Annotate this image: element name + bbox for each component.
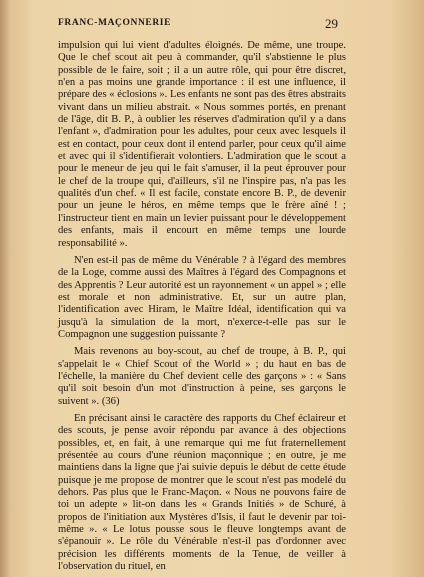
paragraph-1: impulsion qui lui vient d'adultes éloignés. De même, une troupe. Que le chef scout ait peu à commander, qu'il s'abstienne le plus possible de le faire, soit ; il a un autre rôle, qui pour être discret, n'en a pas moins une grande importance : il est une influence, il prépare des « éclosions ». Les enfants ne sont pas des êtres abstraits vivant dans un milieu abstrait. « Nous sommes portés, en prenant de l'âge, dit B. P., à oublier les réserves d'admiration qu'il y a dans l'enfant », d'admiration pour les adultes, pour ceux avec lesquels il est en contact, pour ceux dont il entend parler, pour ceux qu'il aime et avec qui il s'identifierait volontiers. L'admiration que le scout a pour le meneur de jeu qui le fait s'amuser, il la peut éprouver pour le chef de la troupe qui, d'ailleurs, s'il ne l'inspire pas, n'a pas les qualités d'un chef. « Il est facile, constate encore B. P., de devenir pour un jeune le héros, en même temps que le frère aîné ! ; l'instructeur tient en main un levier puissant pour le développement des enfants, mais il encourt en même temps une lourde responsabilité ». — [58, 40, 346, 249]
page-number: 29 — [325, 16, 338, 31]
body-text — [58, 40, 346, 573]
page-header — [58, 16, 338, 32]
paragraph-3: Mais revenons au boy-scout, au chef de troupe, à B. P., qui s'appelait le « Chief Scout of the World » ; du haut en bas de l'échelle, la manière du Chef devient celle des garçons » : « Sans qu'il soit besoin d'un mot d'instruction à peine, ses garçons le suivent ». (36) — [58, 346, 346, 407]
paragraph-4: En précisant ainsi le caractère des rapports du Chef éclaireur et des scouts, je pense avoir répondu par avance à des objections possibles, et, en fait, à une remarque qui me fut fraternellement présentée au cours d'une réunion maçonnique ; en outre, je me maintiens dans la ligne que j'ai suivie depuis le début de cette étude puisque je me propose de montrer que le scout n'est pas modelé du dehors. Pas plus que le Franc-Maçon. « Nous ne pouvons faire de toi un adepte » lit-on dans les « Grands Initiés » de Schuré, à propos de l'initiation aux Mystères d'Isis, il faut le devenir par toi-même ». « Le lotus pousse sous le fleuve longtemps avant de s'épanouir ». Le rôle du Vénérable n'est-il pas d'ordonner avec précision les différents moments de la Tenue, de veiller à l'observation du rituel, en — [58, 412, 346, 573]
running-head: FRANC-MAÇONNERIE — [58, 18, 172, 28]
paragraph-2: N'en est-il pas de même du Vénérable ? à l'égard des membres de la Loge, comme aussi des Maîtres à l'égard des Compagnons et des Apprentis ? Leur autorité est un rayonnement « un appel » ; elle est morale et non administrative. Et, sur un autre plan, l'identification avec Hiram, le Maître Idéal, identification qui va jusqu'à la simulation de la mort, n'exerce-t-elle pas sur le Compagnon une suggestion puissante ? — [58, 254, 346, 340]
spine-shadow — [0, 0, 10, 577]
